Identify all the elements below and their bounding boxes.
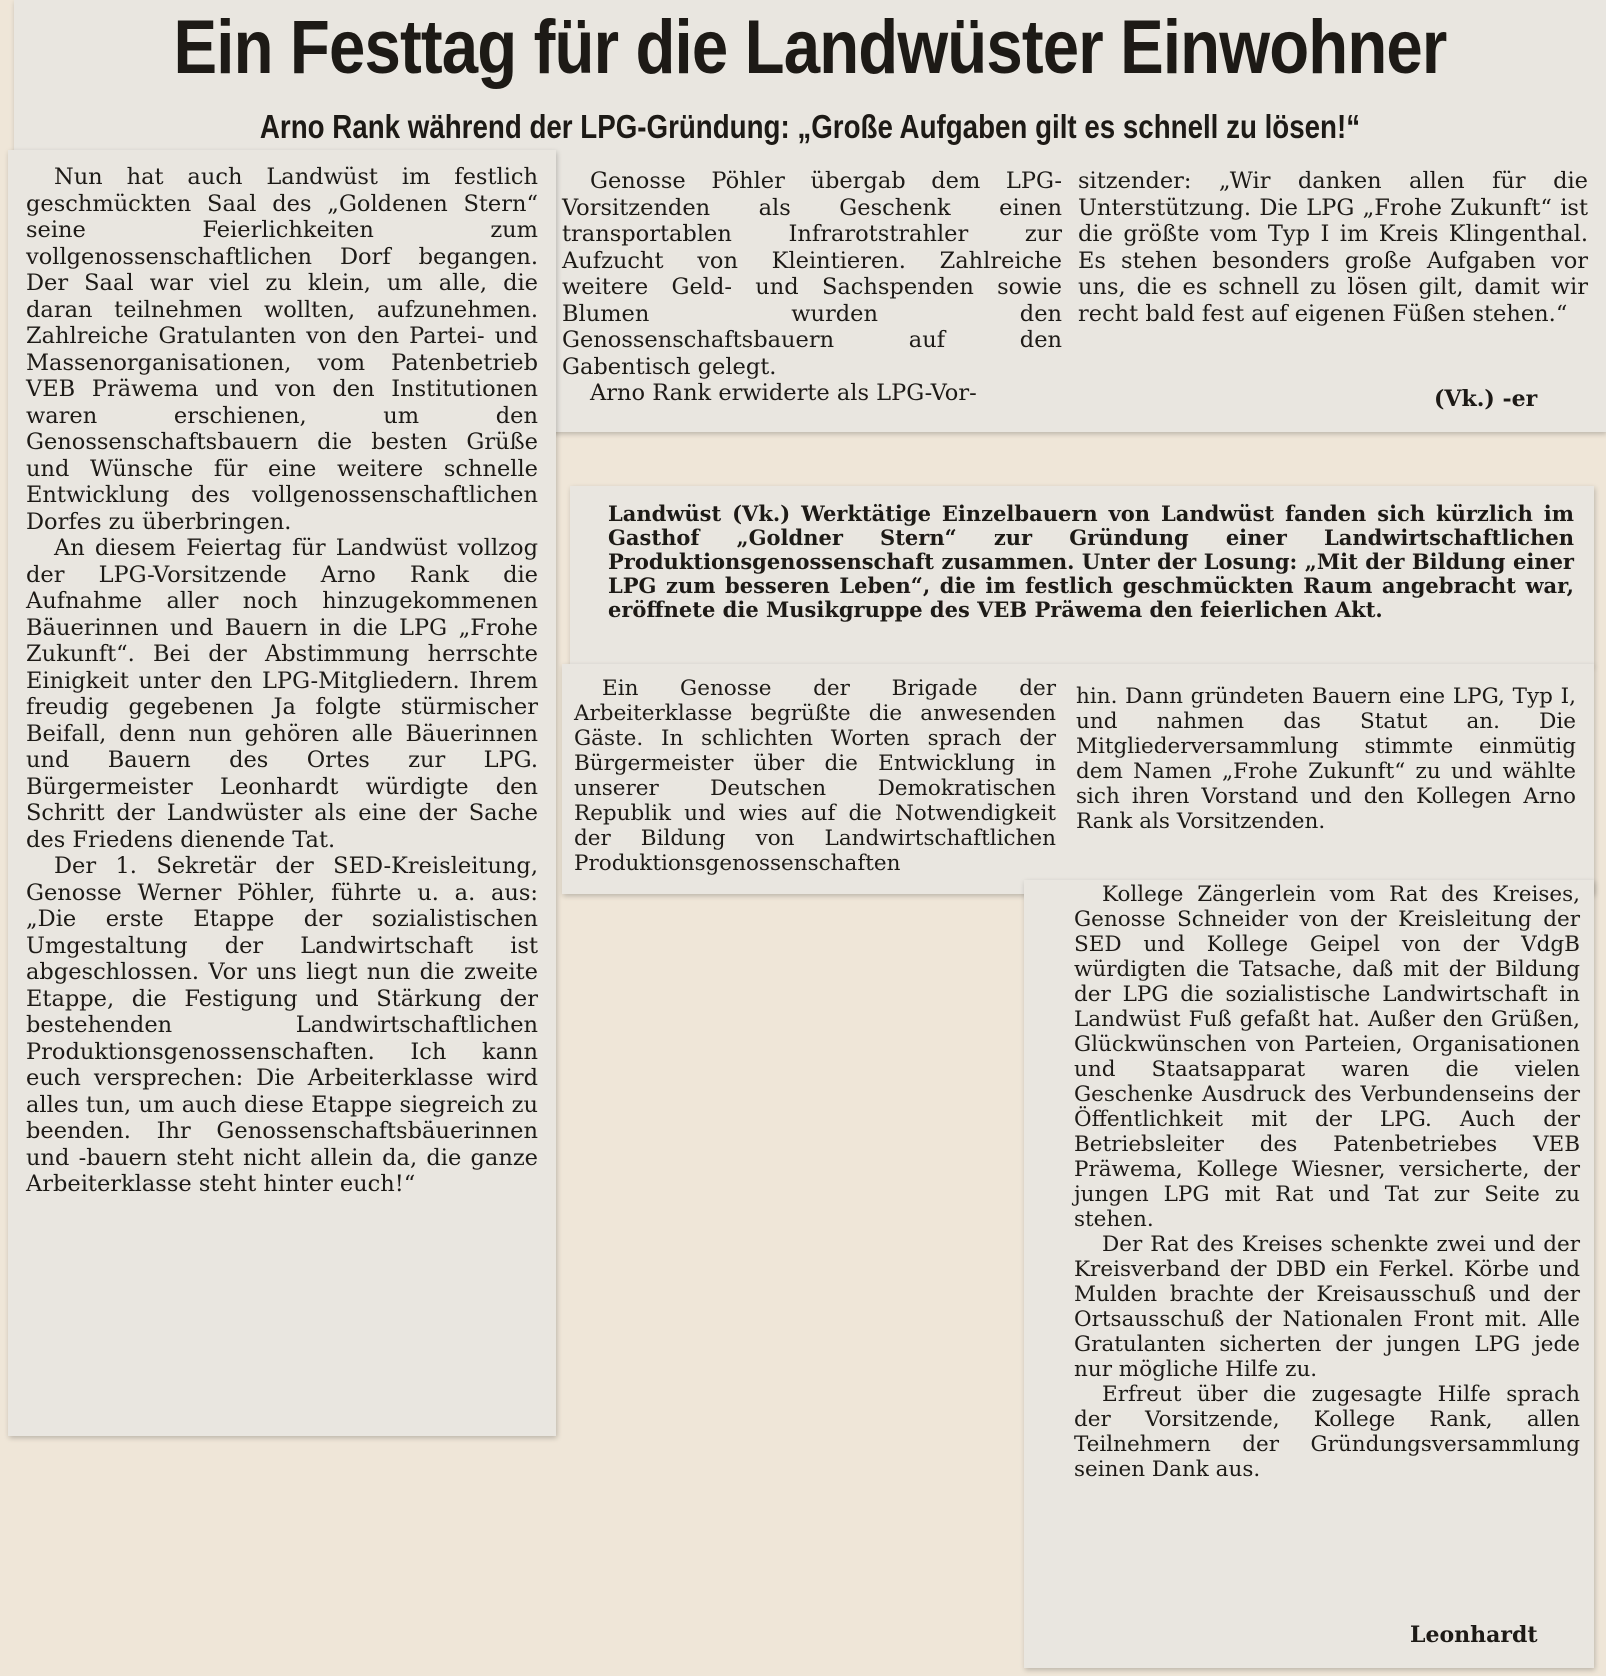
clipping-article-2-lead bbox=[570, 486, 1594, 666]
article2-col1-paragraph-1: Ein Genosse der Brigade der Arbeiterklasse begrüßte die anwesenden Gäste. In schlichten Worten sprach der Bürgermeister über die Entwicklung in unserer Deutschen Demokratischen Republik und wies auf die Notwendigkeit der Bildung von Landwirtschaftlichen Produktionsgenossenschaften bbox=[574, 676, 1056, 876]
article1-col2-paragraph-2: Arno Rank erwiderte als LPG-Vor- bbox=[590, 380, 977, 406]
article2-col2-paragraph-1: hin. Dann gründeten Bauern eine LPG, Typ I, und nahmen das Statut an. Die Mitgliederversammlung stimmte einmütig dem Namen „Frohe Zukunft“ zu und wählte sich ihren Vorstand und den Kollegen Arno Rank als Vorsitzenden. bbox=[1076, 684, 1576, 834]
article2-column-3 bbox=[1074, 882, 1580, 1482]
article1-column-3 bbox=[1078, 168, 1588, 327]
clipping-article-2-right-column bbox=[1024, 880, 1594, 1668]
article1-col1-paragraph-2: An diesem Feiertag für Landwüst vollzog der LPG-Vorsitzende Arno Rank die Aufnahme aller noch hinzugekommenen Bäuerinnen und Bauern in die LPG „Frohe Zukunft“. Bei der Abstimmung herrschte Einigkeit unter den LPG-Mitgliedern. Ihrem freudig gegebenen Ja folgte stürmischer Beifall, denn nun gehören alle Bäuerinnen und Bauern des Ortes zur LPG. Bürgermeister Leonhardt würdigte den Schritt der Landwüster als eine der Sache des Friedens dienende Tat. bbox=[26, 535, 538, 853]
article1-col1-paragraph-1: Nun hat auch Landwüst im festlich geschmückten Saal des „Goldenen Stern“ seine Feierlichkeiten zum vollgenossenschaftlichen Dorf begangen. Der Saal war viel zu klein, um alle, die daran teilnehmen wollten, aufzunehmen. Zahlreiche Gratulanten von den Partei- und Massenorganisationen, vom Patenbetrieb VEB Präwema und von den Institutionen waren erschienen, um den Genossenschaftsbauern die besten Grüße und Wünsche für eine weitere schnelle Entwicklung des vollgenossenschaftlichen Dorfes zu überbringen. bbox=[26, 164, 538, 535]
article1-col2-paragraph-1: Genosse Pöhler übergab dem LPG-Vorsitzenden als Geschenk einen transportablen Infrarotstrahler zur Aufzucht von Kleintieren. Zahlreiche weitere Geld- und Sachspenden sowie Blumen wurden den Genossenschaftsbauern auf den Gabentisch gelegt. bbox=[562, 168, 1062, 380]
article2-column-2 bbox=[1076, 684, 1576, 834]
article2-lead-block bbox=[608, 502, 1574, 622]
subheadline: Arno Rank während der LPG-Gründung: „Große Aufgaben gilt es schnell zu lösen!“ bbox=[259, 108, 1361, 145]
article1-signature: (Vk.) -er bbox=[1434, 386, 1538, 412]
article2-signature: Leonhardt bbox=[1410, 1622, 1538, 1648]
article2-col3-paragraph-2: Der Rat des Kreises schenkte zwei und der Kreisverband der DBD ein Ferkel. Körbe und Mulden brachte der Kreisausschuß und der Ortsausschuß der Nationalen Front mit. Alle Gratulanten sicherten der jungen LPG jede nur mögliche Hilfe zu. bbox=[1074, 1232, 1580, 1382]
clipping-article-2-body bbox=[562, 664, 1594, 894]
article2-column-1 bbox=[574, 676, 1056, 876]
article1-column-1 bbox=[26, 164, 538, 1198]
article1-column-2 bbox=[562, 168, 1062, 407]
headline: Ein Festtag für die Landwüster Einwohner bbox=[173, 5, 1447, 90]
article1-col1-paragraph-3: Der 1. Sekretär der SED-Kreisleitung, Genosse Werner Pöhler, führte u. a. aus: „Die erste Etappe der sozialistischen Umgestaltung der Landwirtschaft ist abgeschlossen. Vor uns liegt nun die zweite Etappe, die Festigung und Stärkung der bestehenden Landwirtschaftlichen Produktionsgenossenschaften. Ich kann euch versprechen: Die Arbeiterklasse wird alles tun, um auch diese Etappe siegreich zu beenden. Ihr Genossenschaftsbäuerinnen und -bauern steht nicht allein da, die ganze Arbeiterklasse steht hinter euch!“ bbox=[26, 853, 538, 1197]
article2-col3-paragraph-3: Erfreut über die zugesagte Hilfe sprach der Vorsitzende, Kollege Rank, allen Teilnehmern der Gründungsversammlung seinen Dank aus. bbox=[1074, 1382, 1580, 1482]
clipping-article-1-left-column bbox=[8, 150, 556, 1436]
article2-col3-paragraph-1: Kollege Zängerlein vom Rat des Kreises, Genosse Schneider von der Kreisleitung der SED und Kollege Geipel von der VdgB würdigten die Tatsache, daß mit der Bildung der LPG die sozialistische Landwirtschaft in Landwüst Fuß gefaßt hat. Außer den Grüßen, Glückwünschen von Parteien, Organisationen und Staatsapparat waren die vielen Geschenke Ausdruck des Verbundenseins der Öffentlichkeit mit der LPG. Auch der Betriebsleiter des Patenbetriebes VEB Präwema, Kollege Wiesner, versicherte, der jungen LPG mit Rat und Tat zur Seite zu stehen. bbox=[1074, 882, 1580, 1232]
article1-col3-paragraph-1: sitzender: „Wir danken allen für die Unterstützung. Die LPG „Frohe Zukunft“ ist die größte vom Typ I im Kreis Klingenthal. Es stehen besonders große Aufgaben vor uns, die es schnell zu lösen gilt, damit wir recht bald fest auf eigenen Füßen stehen.“ bbox=[1078, 168, 1588, 327]
article2-lead: Landwüst (Vk.) Werktätige Einzelbauern von Landwüst fanden sich kürzlich im Gasthof „Goldner Stern“ zur Gründung einer Landwirtschaftlichen Produktionsgenossenschaft zusammen. Unter der Losung: „Mit der Bildung einer LPG zum besseren Leben“, die im festlich geschmückten Raum angebracht war, eröffnete die Musikgruppe des VEB Präwema den feierlichen Akt. bbox=[608, 501, 1574, 622]
